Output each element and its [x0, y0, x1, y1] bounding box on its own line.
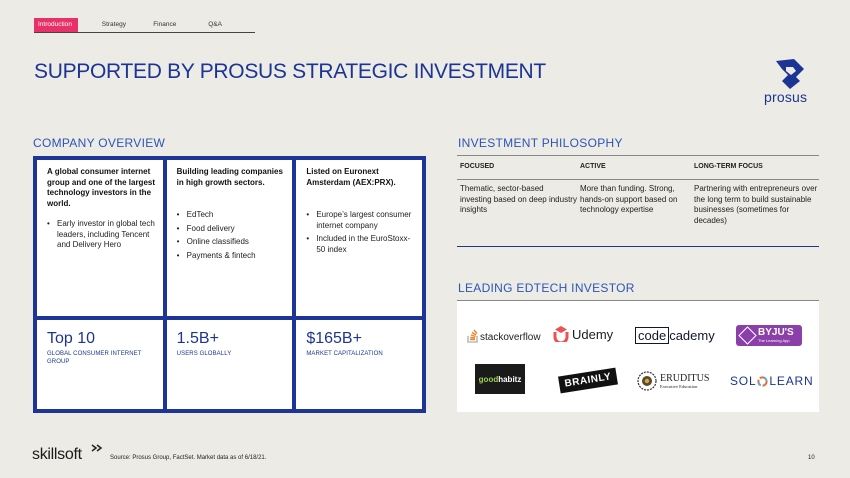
sololearn-logo	[730, 374, 813, 388]
stat-label: USERS GLOBALLY	[176, 351, 232, 357]
edtech-heading: LEADING EDTECH INVESTOR	[458, 281, 635, 295]
table-header-row	[457, 155, 819, 180]
investment-philosophy-heading: INVESTMENT PHILOSOPHY	[458, 136, 623, 150]
brainly-wordmark: BRAINLY	[563, 371, 613, 390]
bullet-item: • EdTech	[177, 210, 287, 221]
bullet-item: • Payments & fintech	[177, 251, 287, 262]
slide-title: SUPPORTED BY PROSUS STRATEGIC INVESTMENT	[34, 60, 546, 83]
company-overview-grid	[33, 156, 426, 413]
goodhabitz-wordmark-b: habitz	[498, 374, 522, 384]
byjus-wordmark: BYJU'S	[758, 327, 794, 338]
section-nav	[34, 18, 255, 33]
tab-finance[interactable]: Finance	[153, 21, 177, 28]
byjus-icon	[738, 326, 756, 344]
eruditus-wordmark: ERUDITUS	[660, 372, 710, 384]
overview-cell	[37, 160, 163, 316]
table-cell: More than funding. Strong, hands-on support based on technology expertise	[580, 184, 678, 214]
overview-head: Building leading companies in high growth sectors.	[176, 167, 283, 187]
philosophy-table	[457, 155, 819, 247]
sololearn-o-icon	[757, 376, 768, 387]
udemy-logo	[553, 326, 613, 342]
udemy-icon	[553, 326, 569, 342]
stat-value: Top 10	[47, 330, 96, 347]
stackoverflow-wordmark: stackoverflow	[480, 332, 541, 343]
stackoverflow-logo	[467, 327, 541, 343]
byjus-tagline: The Learning App	[758, 338, 790, 343]
codecademy-logo	[635, 327, 715, 344]
stat-cell	[296, 320, 422, 409]
stat-cell	[37, 320, 163, 409]
header-cell: ACTIVE	[580, 163, 606, 171]
tab-qa[interactable]: Q&A	[208, 21, 222, 28]
brainly-logo	[558, 368, 618, 394]
skillsoft-wordmark: skillsoft	[32, 446, 82, 463]
eruditus-logo	[637, 371, 709, 391]
stat-value: 1.5B+	[176, 330, 219, 347]
sololearn-wordmark-b: LEARN	[769, 374, 814, 388]
bullet-item: • Europe’s largest consumer internet company	[306, 210, 416, 231]
overview-head: A global consumer internet group and one of the largest technology investors in the world.	[47, 167, 156, 208]
bullet-item: • Included in the EuroStoxx-50 index	[306, 234, 416, 255]
bullet-item: • Early investor in global tech leaders, including Tencent and Delivery Hero	[47, 219, 157, 251]
skillsoft-logo	[32, 446, 82, 464]
overview-head: Listed on Euronext Amsterdam (AEX:PRX).	[306, 167, 396, 187]
page-number: 10	[808, 455, 815, 461]
tab-strategy[interactable]: Strategy	[101, 21, 126, 28]
stackoverflow-icon	[467, 327, 479, 343]
byjus-logo	[736, 325, 802, 346]
overview-bullets	[177, 210, 287, 261]
stat-label: GLOBAL CONSUMER INTERNET GROUP	[47, 351, 142, 365]
goodhabitz-logo	[475, 364, 525, 394]
sololearn-wordmark-a: SOL	[730, 374, 757, 388]
table-cell: Partnering with entrepreneurs over the long term to build sustainable businesses (sometimes for decades)	[694, 184, 818, 225]
stat-cell	[167, 320, 293, 409]
tab-introduction[interactable]: Introduction	[34, 18, 78, 32]
codecademy-box: code	[635, 327, 669, 344]
edtech-logos-panel	[457, 300, 819, 412]
skillsoft-arrow-icon	[91, 444, 103, 454]
overview-bullets	[47, 219, 157, 251]
overview-cell	[167, 160, 293, 316]
table-row	[457, 180, 819, 247]
overview-bullets	[306, 210, 416, 255]
company-overview-heading: COMPANY OVERVIEW	[33, 136, 166, 150]
bullet-item: • Food delivery	[177, 224, 287, 235]
eruditus-tagline: Executive Education	[660, 383, 698, 389]
udemy-wordmark: Udemy	[572, 326, 614, 342]
bullet-item: • Online classifieds	[177, 237, 287, 248]
header-cell: LONG-TERM FOCUS	[694, 163, 763, 171]
eruditus-icon	[637, 371, 657, 391]
goodhabitz-wordmark-a: good	[478, 374, 499, 384]
prosus-wordmark: prosus	[764, 89, 808, 105]
source-note: Source: Prosus Group, FactSet. Market data as of 6/18/21.	[110, 455, 267, 461]
header-cell: FOCUSED	[460, 163, 495, 171]
stat-label: MARKET CAPITALIZATION	[306, 351, 383, 357]
table-cell: Thematic, sector-based investing based on deep industry insights	[460, 184, 577, 214]
codecademy-wordmark: cademy	[669, 328, 715, 343]
overview-cell	[296, 160, 422, 316]
stat-value: $165B+	[306, 330, 362, 347]
